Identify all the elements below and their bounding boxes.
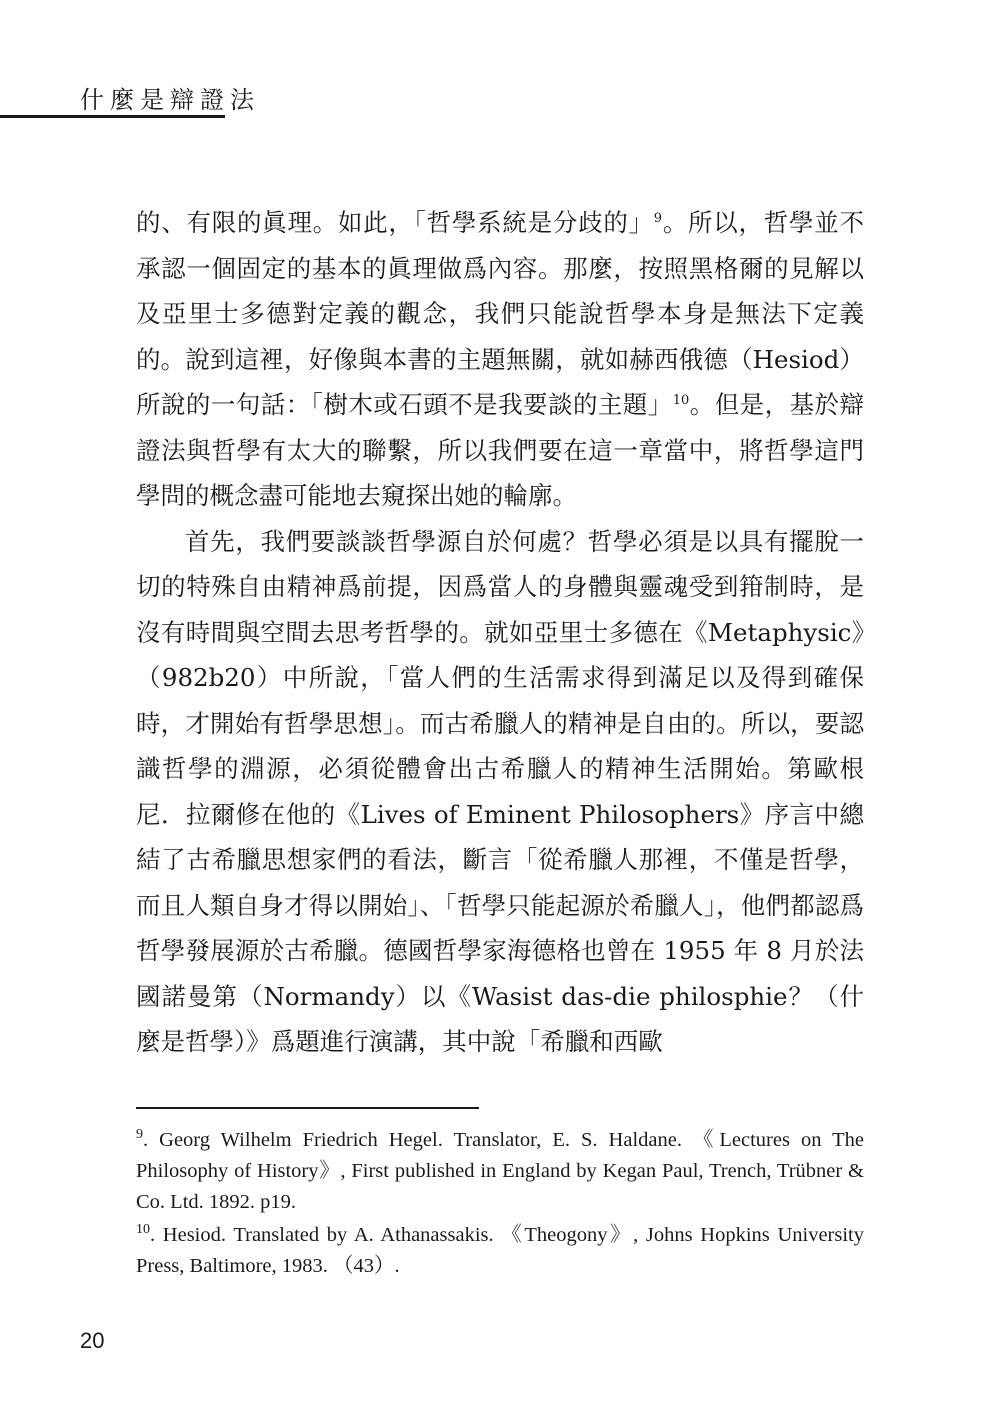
footnote-text: . Hesiod. Translated by A. Athanassakis. 《Theogony》, Johns Hopkins University Press, Baltimore, 1983. （43）. [136,1224,864,1277]
page-number: 20 [80,1328,105,1353]
header-rule [0,115,225,118]
text-run: 。但是，基於辯證法與哲學有太大的聯繫，所以我們要在這一章當中，將哲學這門學問的概念盡可能地去窺探出她的輪廓。 [136,390,864,510]
text-run: 。所以，哲學並不承認一個固定的基本的眞理做爲內容。那麼，按照黑格爾的見解以及亞里士多德對定義的觀念，我們只能說哲學本身是無法下定義的。說到這裡，好像與本書的主題無關，就如赫西俄德（Hesiod）所說的一句話：「樹木或石頭不是我要談的主題」 [136,208,864,419]
footnote-reference: 10 [672,392,690,408]
footnote [136,1125,864,1218]
footnote-rule [136,1107,479,1109]
body-text [136,200,864,1065]
footnote-number: 9 [136,1127,143,1143]
footnote [136,1220,864,1282]
paragraph-2 [136,519,864,1065]
footnote-reference: 9 [653,210,663,226]
paragraph-1 [136,200,864,519]
text-run: 首先，我們要談談哲學源自於何處？哲學必須是以具有擺脫一切的特殊自由精神爲前提，因爲當人的身體與靈魂受到箝制時，是沒有時間與空間去思考哲學的。就如亞里士多德在《Metaphysic》（982b20）中所說，「當人們的生活需求得到滿足以及得到確保時，才開始有哲學思想」。而古希臘人的精神是自由的。所以，要認識哲學的淵源，必須從體會出古希臘人的精神生活開始。第歐根尼．拉爾修在他的《Lives of Eminent Philosophers》序言中總結了古希臘思想家們的看法，斷言「從希臘人那裡，不僅是哲學，而且人類自身才得以開始」、「哲學只能起源於希臘人」，他們都認爲哲學發展源於古希臘。德國哲學家海德格也曾在 1955 年 8 月於法國諾曼第（Normandy）以《Wasist das-die philosphie？（什麼是哲學）》爲題進行演講，其中說「希臘和西歐 [136,526,864,1056]
footnotes [136,1125,864,1284]
footnote-number: 10 [136,1222,150,1238]
footnote-text: . Georg Wilhelm Friedrich Hegel. Translator, E. S. Haldane. 《Lectures on The Philosophy of History》, First published in England by Kegan Paul, Trench, Trübner & Co. Ltd. 1892. p19. [136,1129,864,1213]
running-head: 什麼是辯證法 [80,86,260,114]
text-run: 的、有限的眞理。如此，「哲學系統是分歧的」 [136,208,654,237]
